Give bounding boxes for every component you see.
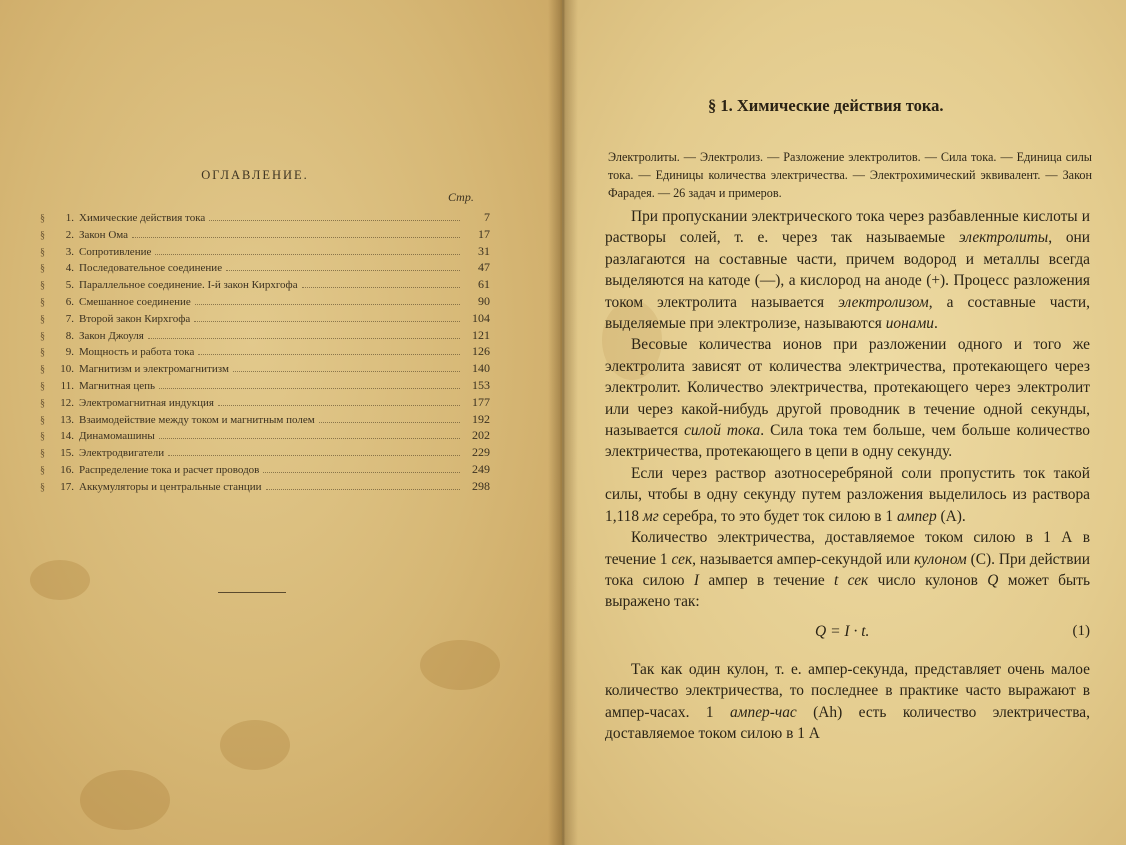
toc-entry-title: Второй закон Кирхгофа: [79, 312, 191, 325]
paragraph-current-strength: Весовые количества ионов при разложении одного и того же электролита зависят от количества электричества, протекающего через электролит. Количество электричества, протекающего через электролит или через какой-нибудь другой проводник в течение одной секунды, называется силой тока. Сила тока тем больше, чем больше количество электричества, протекающего в цепи в одну секунду.: [605, 336, 1090, 461]
toc-number: 14.: [60, 430, 74, 443]
paper-stain: [420, 640, 500, 690]
dot-leader: [159, 429, 460, 439]
toc-row: [40, 378, 490, 395]
toc-number: 1.: [65, 212, 74, 224]
toc-page-number: 229: [472, 445, 490, 460]
toc-page-number: 202: [472, 428, 490, 443]
toc-row: [40, 277, 490, 294]
section-mark: §: [40, 280, 45, 292]
dot-leader: [226, 261, 460, 271]
toc-row: [40, 294, 490, 311]
toc-number: 8.: [65, 329, 74, 342]
toc-number: 6.: [65, 295, 74, 308]
dot-leader: [132, 228, 460, 238]
dot-leader: [302, 278, 460, 288]
paragraph-coulomb: Количество электричества, доставляемое током силою в 1 А в течение 1 сек, называется ампер-секундой или кулоном (С). При действии тока силою I ампер в течение t сек число кулонов Q может быть выражено так:: [605, 529, 1090, 611]
toc-number: 11.: [60, 379, 74, 392]
section-mark: §: [40, 364, 45, 376]
toc-page-number: 140: [472, 361, 490, 376]
formula-expression: Q = I · t.: [815, 622, 870, 640]
section-mark: §: [40, 263, 45, 275]
toc-row: [40, 479, 490, 496]
toc-list: [40, 210, 490, 496]
toc-page-number: 121: [472, 327, 490, 342]
dot-leader: [148, 329, 460, 339]
toc-row: [40, 445, 490, 462]
paper-stain: [30, 560, 90, 600]
toc-page-header: Стр.: [448, 190, 474, 204]
toc-entry-title: Динамомашины: [79, 430, 155, 443]
section-mark: §: [40, 296, 45, 308]
toc-page-number: 153: [472, 377, 490, 392]
toc-entry-title: Мощность и работа тока: [79, 346, 195, 359]
toc-page-number: 90: [478, 293, 490, 308]
toc-page-number: 31: [478, 243, 490, 258]
toc-entry-title: Магнитизм и электромагнитизм: [79, 363, 229, 376]
toc-row: [40, 227, 490, 244]
toc-entry-title: Параллельное соединение. I-й закон Кирхгофа: [79, 279, 298, 292]
toc-entry-title: Взаимодействие между током и магнитным полем: [79, 413, 315, 426]
section-mark: §: [40, 330, 45, 342]
toc-number: 7.: [65, 312, 74, 325]
formula-1: [605, 615, 1090, 655]
section-mark: §: [40, 481, 45, 493]
chapter-heading: § 1. Химические действия тока.: [708, 96, 944, 115]
toc-page-number: 192: [472, 411, 490, 426]
dot-leader: [198, 345, 460, 355]
section-mark: §: [40, 347, 45, 359]
toc-number: 3.: [65, 245, 74, 258]
toc-row: [40, 428, 490, 445]
paper-stain: [80, 770, 170, 830]
dot-leader: [233, 362, 460, 372]
toc-page-number: 298: [472, 478, 490, 493]
toc-number: 16.: [60, 463, 74, 476]
toc-entry-title: Смешанное соединение: [79, 295, 191, 308]
toc-number: 12.: [60, 396, 74, 409]
dot-leader: [209, 211, 460, 221]
toc-entry-title: Магнитная цепь: [79, 379, 156, 392]
paragraph-ampere-hour: Так как один кулон, т. е. ампер-секунда, представляет очень малое количество электричества, то последнее в практике часто выражают в ампер-часах. 1 ампер-час (Ah) есть количество электричества, доставляемое током силою в 1 А: [605, 660, 1090, 742]
toc-entry-title: Последовательное соединение: [79, 262, 223, 275]
paragraph-ampere: Если через раствор азотносеребряной соли пропустить ток такой силы, чтобы в одну секунду путем разложения выделилось из раствора 1,118 мг серебра, то это будет ток силою в 1 ампер (А).: [605, 464, 1090, 525]
dot-leader: [266, 480, 460, 490]
chapter-summary: Электролиты. — Электролиз. — Разложение электролитов. — Сила тока. — Единица силы тока. — Единицы количества электричества. — Электрохимический эквивалент. — Закон Фарадея. — 26 задач и примеров.: [608, 150, 1092, 200]
section-mark: §: [40, 213, 45, 224]
toc-page-number: 126: [472, 344, 490, 359]
dot-leader: [155, 245, 460, 255]
toc-row: [40, 260, 490, 277]
section-mark: §: [40, 380, 45, 392]
toc-entry-title: Аккумуляторы и центральные станции: [79, 480, 262, 493]
toc-page-number: 17: [478, 226, 490, 241]
toc-entry-title: Сопротивление: [79, 245, 152, 258]
dot-leader: [168, 446, 460, 456]
toc-entry-title: Закон Ома: [79, 228, 129, 241]
toc-number: 10.: [60, 363, 74, 376]
toc-entry-title: Электродвигатели: [79, 447, 165, 460]
chapter-body: [605, 206, 1090, 744]
paper-stain: [220, 720, 290, 770]
toc-entry-title: Закон Джоуля: [79, 329, 144, 342]
toc-number: 5.: [65, 279, 74, 292]
toc-page-number: 104: [472, 310, 490, 325]
dot-leader: [159, 379, 460, 389]
toc-number: 2.: [65, 228, 74, 241]
toc-row: [40, 361, 490, 378]
toc-title: ОГЛАВЛЕНИЕ.: [201, 168, 309, 182]
left-page: [0, 0, 560, 845]
toc-page-number: 47: [478, 260, 490, 275]
paragraph-electrolytes: При пропускании электрического тока через разбавленные кислоты и растворы солей, т. е. через так называемые электролиты, они разлагаются на составные части, причем водород и металлы всегда выделяются на катоде (—), а кислород на аноде (+). Процесс разложения током электролита называется электролизом, а составные части, выделяемые при электролизе, называются ионами.: [605, 208, 1090, 333]
section-mark: §: [40, 229, 45, 241]
toc-number: 17.: [60, 480, 74, 493]
toc-row: [40, 412, 490, 429]
toc-entry-title: Распределение тока и расчет проводов: [79, 463, 260, 476]
toc-number: 9.: [65, 346, 74, 359]
toc-page-number: 177: [472, 394, 490, 409]
toc-number: 4.: [65, 262, 74, 275]
dot-leader: [218, 396, 460, 406]
section-mark: §: [40, 431, 45, 443]
dot-leader: [263, 463, 460, 473]
toc-row: [40, 244, 490, 261]
toc-row: [40, 344, 490, 361]
section-mark: §: [40, 246, 45, 258]
formula-number: (1): [1072, 622, 1090, 639]
toc-page-number: 61: [478, 277, 490, 292]
toc-page-number: 7: [484, 210, 490, 224]
dot-leader: [319, 413, 460, 423]
toc-entry-title: Электромагнитная индукция: [79, 396, 214, 409]
section-mark: §: [40, 313, 45, 325]
toc-number: 13.: [60, 413, 74, 426]
section-mark: §: [40, 464, 45, 476]
section-mark: §: [40, 414, 45, 426]
section-mark: §: [40, 397, 45, 409]
toc-page-number: 249: [472, 461, 490, 476]
toc-row: [40, 210, 490, 227]
toc-row: [40, 462, 490, 479]
divider-rule: [218, 592, 286, 593]
section-mark: §: [40, 448, 45, 460]
toc-number: 15.: [60, 447, 74, 460]
dot-leader: [195, 295, 460, 305]
toc-row: [40, 311, 490, 328]
toc-row: [40, 395, 490, 412]
toc-entry-title: Химические действия тока: [79, 212, 206, 224]
dot-leader: [194, 312, 460, 322]
toc-row: [40, 328, 490, 345]
